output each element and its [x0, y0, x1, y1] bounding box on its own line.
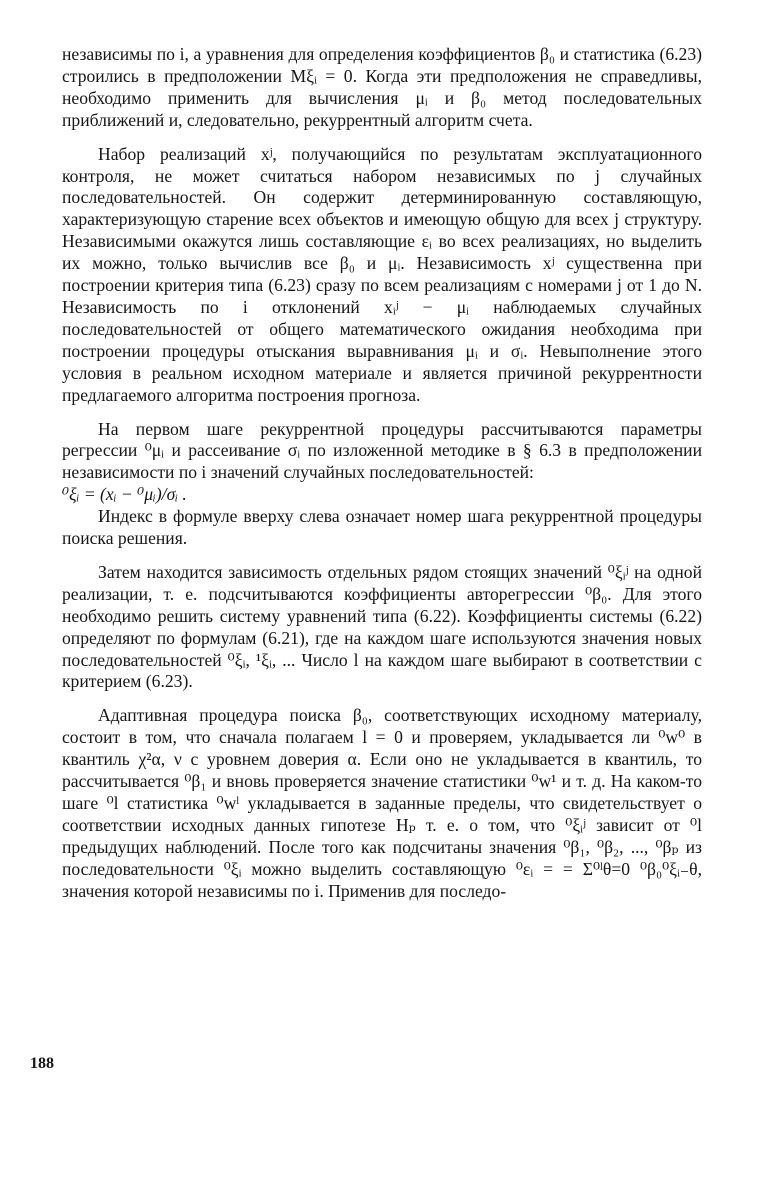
paragraph-6: Адаптивная процедура поиска β₀, соответствующих исходному материалу, состоит в том, что сначала полагаем l = 0 и проверяем, укладывается ли ⁰w⁰ в квантиль χ²α, ν с уровнем доверия α. Если оно не укладывается в квантиль, то рассчитывается ⁰β₁ и вновь проверяется значение статистики ⁰w¹ и т. д. На каком-то шаге ⁰l статистика ⁰wˡ укладывается в заданные пределы, что свидетельствует о соответствии исходных данных гипотезе Hₚ т. е. о том, что ⁰ξᵢʲ зависит от ⁰l предыдущих наблюдений. После того как подсчитаны значения ⁰β₁, ⁰β₂, ..., ⁰βₚ из последовательности ⁰ξᵢ можно выделить составляющую ⁰εᵢ = = Σ⁰ˡθ=0 ⁰β₀⁰ξᵢ₋θ, значения которой независимы по i. Применив для последо-: [62, 705, 702, 901]
page-number: 188: [30, 1055, 54, 1072]
paragraph-4: Индекс в формуле вверху слева означает номер шага рекуррентной процедуры поиска решения.: [62, 506, 702, 549]
body-text: [62, 44, 702, 903]
paragraph-5: Затем находится зависимость отдельных рядом стоящих значений ⁰ξᵢʲ на одной реализации, т. е. подсчитываются коэффициенты авторегрессии ⁰β₀. Для этого необходимо решить систему уравнений типа (6.22). Коэффициенты системы (6.22) определяют по формулам (6.21), где на каждом шаге используются значения новых последовательностей ⁰ξᵢ, ¹ξᵢ, ... Число l на каждом шаге выбирают в соответствии с критерием (6.23).: [62, 561, 702, 692]
paragraph-3: На первом шаге рекуррентной процедуры рассчитываются параметры регрессии ⁰μᵢ и рассеивание σᵢ по изложенной методике в § 6.3 в предположении независимости по i значений случайных последовательностей:: [62, 418, 702, 483]
formula: ⁰ξᵢ = (xᵢ − ⁰μᵢ)/σᵢ .: [62, 484, 187, 505]
paragraph-1: независимы по i, а уравнения для определения коэффициентов β₀ и статистика (6.23) строились в предположении Mξᵢ = 0. Когда эти предположения не справедливы, необходимо применить для вычисления μᵢ и β₀ метод последовательных приближений и, следовательно, рекуррентный алгоритм счета.: [62, 44, 702, 130]
paragraph-2: Набор реализаций xʲ, получающийся по результатам эксплуатационного контроля, не может считаться набором независимых по j случайных последовательностей. Он содержит детерминированную составляющую, характеризующую старение всех объектов и имеющую общую для всех j структуру. Независимыми окажутся лишь составляющие εᵢ во всех реализациях, но выделить их можно, только вычислив все β₀ и μᵢ. Независимость xʲ существенна при построении критерия типа (6.23) сразу по всем реализациям с номерами j от 1 до N. Независимость по i отклонений xᵢʲ − μᵢ наблюдаемых случайных последовательностей от общего математического ожидания необходима при построении процедуры отыскания выравнивания μᵢ и σᵢ. Невыполнение этого условия в реальном исходном материале и является причиной рекуррентности предлагаемого алгоритма построения прогноза.: [62, 143, 702, 405]
